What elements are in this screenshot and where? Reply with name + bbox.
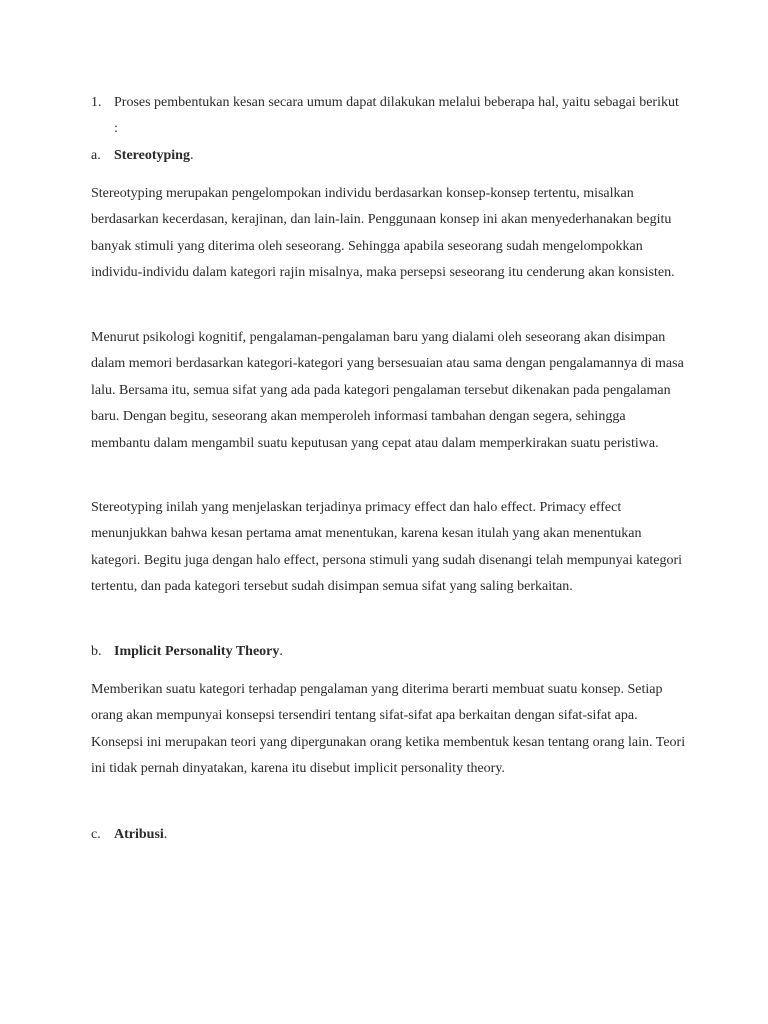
section-b-marker: b. bbox=[91, 644, 102, 659]
section-b-heading bbox=[91, 639, 283, 665]
item-text: Proses pembentukan kesan secara umum dapat dilakukan melalui beberapa hal, yaitu sebagai berikut : bbox=[114, 95, 679, 136]
section-a-title: Stereotyping bbox=[114, 148, 190, 163]
section-a-title-suffix: . bbox=[189, 148, 194, 163]
section-c-title-suffix: . bbox=[163, 827, 168, 842]
section-b-title-wrap bbox=[114, 639, 283, 665]
section-a-marker: a. bbox=[91, 148, 101, 163]
section-a-paragraph-2: Menurut psikologi kognitif, pengalaman-pengalaman baru yang dialami oleh seseorang akan disimpan dalam memori berdasarkan kategori-kategori yang bersesuaian atau sama dengan pengalamannya di masa lalu. Bersama itu, semua sifat yang ada pada kategori pengalaman tersebut dikenakan pada pengalaman baru. Dengan begitu, seseorang akan memperoleh informasi tambahan dengan segera, sehingga membantu dalam mengambil suatu keputusan yang cepat atau dalam memperkirakan suatu peristiwa. bbox=[91, 330, 684, 451]
section-c-title: Atribusi bbox=[114, 827, 164, 842]
section-a-title-wrap bbox=[114, 143, 193, 169]
section-a-heading bbox=[91, 143, 193, 169]
section-a-paragraph-1: Stereotyping merupakan pengelompokan individu berdasarkan konsep-konsep tertentu, misalkan berdasarkan kecerdasan, kerajinan, dan lain-lain. Penggunaan konsep ini akan menyederhanakan begitu banyak stimuli yang diterima oleh seseorang. Sehingga apabila seseorang sudah mengelompokkan individu-individu dalam kategori rajin misalnya, maka persepsi seseorang itu cenderung akan konsisten. bbox=[91, 186, 675, 281]
section-c-heading bbox=[91, 822, 167, 848]
item-number: 1. bbox=[91, 95, 102, 110]
section-b-paragraph-1: Memberikan suatu kategori terhadap pengalaman yang diterima berarti membuat suatu konsep. Setiap orang akan mempunyai konsepsi tersendiri tentang sifat-sifat apa berkaitan dengan sifat-sifat apa. Konsepsi ini merupakan teori yang dipergunakan orang ketika membentuk kesan tentang orang lain. Teori ini tidak pernah dinyatakan, karena itu disebut implicit personality theory. bbox=[91, 682, 686, 777]
section-c-marker: c. bbox=[91, 827, 101, 842]
numbered-item-1 bbox=[91, 90, 681, 142]
section-b-title: Implicit Personality Theory bbox=[114, 644, 280, 659]
section-c-title-wrap bbox=[114, 822, 167, 848]
section-b-title-suffix: . bbox=[279, 644, 283, 659]
section-a-paragraph-3: Stereotyping inilah yang menjelaskan terjadinya primacy effect dan halo effect. Primacy effect menunjukkan bahwa kesan pertama amat menentukan, karena kesan itulah yang akan menentukan kategori. Begitu juga dengan halo effect, persona stimuli yang sudah disenangi telah mempunyai kategori tertentu, dan pada kategori tersebut sudah disimpan semua sifat yang saling berkaitan. bbox=[91, 500, 683, 595]
